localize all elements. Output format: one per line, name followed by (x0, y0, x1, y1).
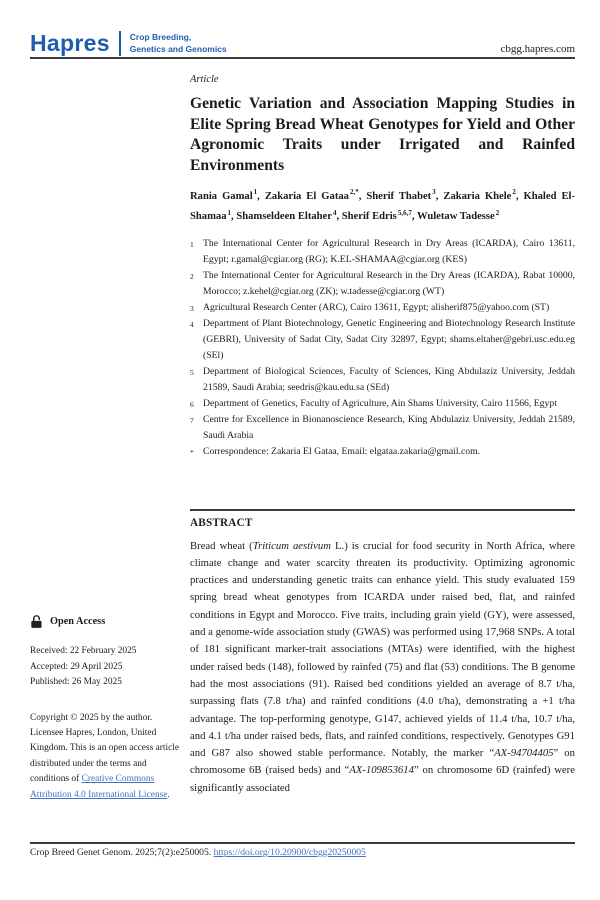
journal-name (130, 32, 227, 54)
affiliation-text: Department of Plant Biotechnology, Genetic Engineering and Biotechnology Research Institute (GEBRI), University of Sadat City, Sadat City 32897, Egypt; shams.eltaher@gebri.usc.edu.eg (SEl) (203, 318, 575, 362)
author-affiliation-sup: 4 (332, 208, 337, 217)
abstract-paragraph: Bread wheat (Triticum aestivum L.) is crucial for food security in North Africa, where climate change and water scarcity threaten its productivity. Optimizing agronomic practices and understanding genetic traits can enhance yield. This study evaluated 159 spring bread wheat genotypes from ICARDA under raised bed, flat, and rainfed conditions in Egypt and Morocco. Five traits, including grain yield (GY), were assessed, and a genome-wide association study (GWAS) was performed using 17,968 SNPs. A total of 181 significant marker-trait associations (MTAs) were identified, with the highest under raised beds (148), followed by rainfed (75) and flat (53) conditions. The B genome had the most associations (91). Raised bed conditions yielded an average of 8.7 t/ha, surpassing flats (7.8 t/ha) and rainfed conditions (4.0 t/ha), demonstrating a +1 t/ha advantage. The top-performing genotype, G147, achieved yields of 11.4 t/ha, 10.7 t/ha, and 4.1 t/ha under raised beds, flats, and rainfed conditions, respectively. Genotypes G91 and G87 also showed stable performance. Notably, the marker “AX-94704405” on chromosome 6B (raised beds) and “AX-109853614” on chromosome 6D (rainfed) were significantly associated (190, 539, 575, 794)
journal-name-line2: Genetics and Genomics (129, 43, 227, 54)
affiliation-marker: 3 (190, 304, 194, 314)
author: Shamseldeen Eltaher$^4$ , (236, 211, 339, 222)
copyright-notice: Copyright © 2025 by the author. Licensee Hapres, London, United Kingdom. This is an open access article distributed under the terms and conditions of Creative Commons Attribution 4.0 International License. (30, 712, 180, 800)
affiliation-text: Centre for Excellence in Bionanoscience Research, King Abdulaziz University, Jeddah 21589, Saudi Arabia (203, 414, 575, 442)
author-affiliation-sup: 5,6,7 (397, 208, 412, 217)
open-access-label: Open Access (50, 616, 106, 627)
author-affiliation-sup: 2 (495, 208, 500, 217)
open-lock-icon (30, 614, 43, 629)
abstract-section (190, 509, 575, 797)
author: Wuletaw Tadesse$^2$ (416, 208, 500, 223)
article-dates (30, 644, 183, 690)
author: Khaled El-Shamaa$^1$ , (190, 191, 575, 223)
affiliation-text: Department of Genetics, Faculty of Agriculture, Ain Shams University, Cairo 11566, Egypt (203, 398, 557, 410)
author-affiliation-sup: 2,* (349, 188, 359, 197)
affiliation-marker: 4 (190, 320, 194, 330)
publisher-logo (30, 31, 227, 56)
marker-name-italic: AX-109853614 (349, 764, 414, 777)
citation-text: Crop Breed Genet Genom. 2025;7(2):e250005. (30, 847, 214, 858)
affiliation-item (190, 300, 575, 316)
affiliation-item (190, 412, 575, 444)
article-type-label: Article (190, 74, 219, 85)
affiliation-item (190, 316, 575, 364)
affiliation-marker: 6 (190, 400, 194, 410)
correspondence-marker: * (190, 448, 194, 458)
author: Sherif Edris$^{5,6,7}$ , (342, 211, 415, 222)
received-date: Received: 22 February 2025 (30, 646, 137, 657)
article-title: Genetic Variation and Association Mapping Studies in Elite Spring Bread Wheat Genotypes for Yield and Other Agronomic Traits under Irrigated and Rainfed Environments (190, 95, 575, 174)
article-head-column (190, 74, 575, 460)
author-affiliation-sup: 3 (432, 188, 436, 197)
citation-footer (30, 847, 575, 858)
affiliation-item (190, 236, 575, 268)
doi-link[interactable]: https://doi.org/10.20900/cbgg20250005 (213, 847, 366, 858)
author-affiliation-sup: 2 (512, 188, 516, 197)
affiliation-item (190, 268, 575, 300)
author-affiliation-sup: 1 (227, 208, 231, 217)
author: Rania Gamal$^1$ , (190, 191, 260, 202)
open-access-badge (30, 614, 183, 629)
accepted-date: Accepted: 29 April 2025 (30, 661, 123, 672)
affiliation-item (190, 396, 575, 412)
affiliation-text: The International Center for Agricultural Research in Dry Areas (ICARDA), Cairo 13611, Egypt; r.gamal@cgiar.org (RG); K.EL-SHAMAA@cgiar.org (KES) (203, 238, 575, 266)
hapres-logo: Hapres (30, 30, 110, 56)
correspondence-text: Correspondence: Zakaria El Gataa, Email: elgataa.zakaria@gmail.com. (203, 446, 481, 458)
author: Zakaria El Gataa$^{2,*}$ , (265, 191, 362, 202)
header-divider-rule (30, 57, 575, 59)
affiliation-marker: 2 (190, 272, 194, 282)
author: Zakaria Khele$^2$ , (443, 191, 518, 202)
page-header (30, 22, 575, 56)
journal-website-url[interactable]: cbgg.hapres.com (500, 43, 575, 55)
affiliation-text: The International Center for Agricultural Research in the Dry Areas (ICARDA), Rabat 10000, Morocco; z.kehel@cgiar.org (ZK); w.tadesse@cgiar.org (WT) (203, 270, 575, 298)
author: Sherif Thabet$^3$ , (366, 191, 438, 202)
affiliation-item (190, 364, 575, 396)
author-affiliation-sup: 1 (253, 188, 258, 197)
author-list (190, 184, 575, 225)
logo-divider (119, 31, 121, 56)
affiliation-marker: 5 (190, 368, 194, 378)
affiliation-marker: 1 (190, 240, 194, 250)
published-date: Published: 26 May 2025 (30, 677, 122, 688)
creative-commons-license-link[interactable]: Creative Commons Attribution 4.0 International License (30, 774, 168, 800)
affiliation-text: Agricultural Research Center (ARC), Cairo 13611, Egypt; alisherif875@yahoo.com (ST) (203, 302, 550, 314)
marker-name-italic: AX-94704405 (494, 747, 554, 760)
abstract-heading: ABSTRACT (190, 516, 253, 529)
journal-name-line1: Crop Breeding, (129, 32, 192, 43)
footer-divider-rule (30, 842, 575, 844)
affiliation-list (190, 236, 575, 460)
affiliation-text: Department of Biological Sciences, Faculty of Sciences, King Abdulaziz University, Jeddah 21589, Saudi Arabia; seedris@kau.edu.sa (SEd) (203, 366, 575, 394)
affiliation-marker: 7 (190, 416, 194, 426)
article-meta-sidebar (30, 614, 183, 803)
correspondence-item (190, 444, 575, 460)
species-name-italic: Triticum aestivum (252, 539, 331, 552)
abstract-divider-rule (190, 509, 575, 511)
